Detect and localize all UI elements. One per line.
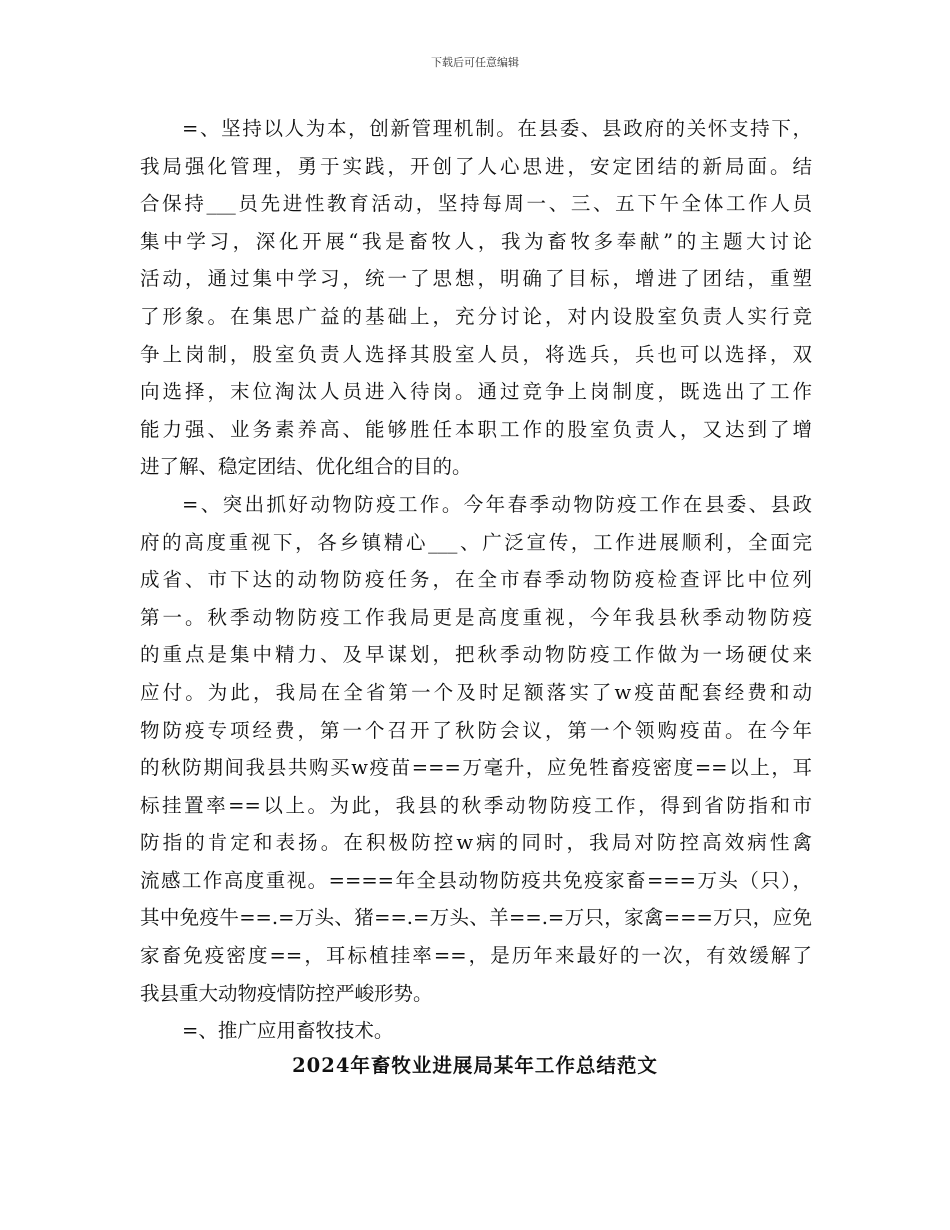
paragraph-line: 向选择，末位淘汰人员进入待岗。通过竞争上岗制度，既选出了工作 <box>140 380 812 404</box>
paragraph-line: 流感工作高度重视。====年全县动物防疫共免疫家畜===万头（只）， <box>140 868 812 892</box>
paragraph-line: 防指的肯定和表扬。在积极防控w病的同时，我局对防控高效病性禽 <box>140 831 812 855</box>
paragraph-line: 进了解、稳定团结、优化组合的目的。 <box>140 455 472 479</box>
document-title: 2024年畜牧业进展局某年工作总结范文 <box>292 1054 658 1077</box>
paragraph-line: 集中学习，深化开展“我是畜牧人，我为畜牧多奉献”的主题大讨论 <box>140 229 812 253</box>
paragraph-line: 成省、市下达的动物防疫任务，在全市春季动物防疫检查评比中位列 <box>140 568 812 592</box>
paragraph-line: 标挂置率==以上。为此，我县的秋季动物防疫工作，得到省防指和市 <box>140 793 812 817</box>
document-body <box>140 110 812 1050</box>
paragraph-line: 第一。秋季动物防疫工作我局更是高度重视，今年我县秋季动物防疫 <box>140 605 812 629</box>
paragraph <box>140 1012 812 1050</box>
paragraph-line: 了形象。在集思广益的基础上，充分讨论，对内设股室负责人实行竞 <box>140 304 812 328</box>
paragraph-line: 合保持___员先进性教育活动，坚持每周一、三、五下午全体工作人员 <box>140 192 812 216</box>
paragraph-line: =、推广应用畜牧技术。 <box>182 1019 394 1043</box>
paragraph-line: =、坚持以人为本，创新管理机制。在县委、县政府的关怀支持下， <box>182 117 812 140</box>
paragraph <box>140 110 812 486</box>
paragraph-line: 的秋防期间我县共购买w疫苗===万毫升，应免牲畜疫密度==以上，耳 <box>140 756 812 780</box>
paragraph-line: 我局强化管理，勇于实践，开创了人心思进，安定团结的新局面。结 <box>140 154 812 178</box>
paragraph-line: 家畜免疫密度==，耳标植挂率==，是历年来最好的一次，有效缓解了 <box>140 944 812 968</box>
paragraph <box>140 486 812 1012</box>
paragraph-line: 争上岗制，股室负责人选择其股室人员，将选兵，兵也可以选择，双 <box>140 342 812 366</box>
paragraph-line: 我县重大动物疫情防控严峻形势。 <box>140 981 433 1005</box>
paragraph-line: 能力强、业务素养高、能够胜任本职工作的股室负责人，又达到了增 <box>140 417 812 441</box>
paragraph-line: 物防疫专项经费，第一个召开了秋防会议，第一个领购疫苗。在今年 <box>140 718 812 742</box>
paragraph-line: 应付。为此，我局在全省第一个及时足额落实了w疫苗配套经费和动 <box>140 680 812 704</box>
paragraph-line: =、突出抓好动物防疫工作。今年春季动物防疫工作在县委、县政 <box>182 492 812 516</box>
paragraph-line: 其中免疫牛==.=万头、猪==.=万头、羊==.=万只，家禽===万只，应免 <box>140 906 812 930</box>
paragraph-line: 活动，通过集中学习，统一了思想，明确了目标，增进了团结，重塑 <box>140 267 812 291</box>
page-header: 下载后可任意编辑 <box>431 56 519 69</box>
paragraph-line: 府的高度重视下，各乡镇精心___、广泛宣传，工作进展顺利，全面完 <box>140 530 812 554</box>
paragraph-line: 的重点是集中精力、及早谋划，把秋季动物防疫工作做为一场硬仗来 <box>140 643 812 667</box>
